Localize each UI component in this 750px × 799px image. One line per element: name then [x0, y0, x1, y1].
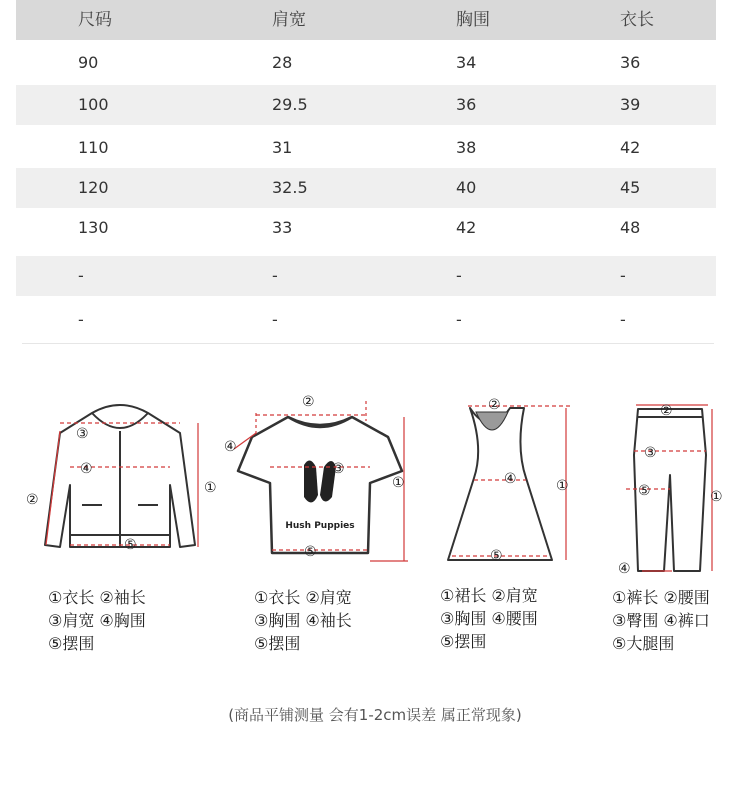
marker-2: ② — [26, 492, 39, 508]
marker-4: ④ — [504, 471, 517, 487]
marker-3: ③ — [76, 426, 89, 442]
pants-legend — [612, 586, 710, 655]
marker-4: ④ — [618, 561, 631, 577]
table-cell: 29.5 — [272, 95, 308, 114]
header-length: 衣长 — [620, 10, 654, 30]
dress-legend — [440, 584, 538, 653]
table-cell: 40 — [456, 178, 477, 197]
table-row — [16, 43, 716, 83]
legend-line: ③胸围 ④袖长 — [254, 611, 352, 630]
header-size: 尺码 — [78, 10, 112, 30]
legend-line: ③臀围 ④裤口 — [612, 611, 710, 630]
marker-5: ⑤ — [304, 544, 317, 560]
table-cell: 36 — [456, 95, 477, 114]
table-cell: - — [456, 266, 462, 285]
measurement-note: (商品平铺测量 会有1-2cm误差 属正常现象) — [228, 706, 522, 724]
table-row — [16, 85, 716, 125]
table-row — [16, 300, 716, 340]
marker-5: ⑤ — [124, 537, 137, 553]
table-cell: - — [620, 266, 626, 285]
table-cell: 36 — [620, 53, 641, 72]
table-cell: - — [456, 310, 462, 329]
legend-line: ①衣长 ②肩宽 — [254, 588, 352, 607]
pants-icon — [612, 395, 732, 577]
table-cell: 31 — [272, 138, 293, 157]
table-bottom-divider — [22, 343, 714, 344]
brand-logo-text: Hush Puppies — [285, 521, 355, 531]
table-cell: 42 — [620, 138, 641, 157]
legend-line: ⑤摆围 — [48, 634, 95, 653]
legend-line: ①衣长 ②袖长 — [48, 588, 146, 607]
marker-3: ③ — [332, 461, 345, 477]
table-header — [16, 0, 716, 40]
marker-4: ④ — [224, 439, 237, 455]
table-cell: 120 — [78, 178, 109, 197]
jacket-icon — [20, 395, 220, 570]
table-cell: 90 — [78, 53, 99, 72]
legend-line: ⑤大腿围 — [612, 634, 675, 653]
legend-line: ①裙长 ②肩宽 — [440, 586, 538, 605]
table-cell: 39 — [620, 95, 641, 114]
marker-2: ② — [660, 403, 673, 419]
tshirt-icon — [220, 385, 415, 570]
table-cell: 42 — [456, 218, 477, 237]
size-table — [16, 0, 716, 329]
jacket-legend — [48, 586, 146, 655]
marker-3: ③ — [644, 445, 657, 461]
table-cell: 34 — [456, 53, 477, 72]
legend-line: ⑤摆围 — [254, 634, 301, 653]
table-cell: - — [78, 266, 84, 285]
table-cell: - — [620, 310, 626, 329]
header-shoulder: 肩宽 — [272, 10, 306, 30]
table-row — [16, 128, 716, 168]
header-chest: 胸围 — [456, 10, 490, 30]
table-cell: 33 — [272, 218, 293, 237]
table-cell: - — [272, 310, 278, 329]
dress-icon — [430, 388, 590, 568]
table-cell: 130 — [78, 218, 109, 237]
table-row — [16, 256, 716, 296]
marker-1: ① — [392, 475, 405, 491]
table-cell: - — [78, 310, 84, 329]
table-cell: - — [272, 266, 278, 285]
marker-1: ① — [710, 489, 723, 505]
marker-1: ① — [556, 478, 569, 494]
table-cell: 110 — [78, 138, 109, 157]
marker-4: ④ — [80, 461, 93, 477]
table-row — [16, 168, 716, 208]
legend-line: ⑤摆围 — [440, 632, 487, 651]
table-row — [16, 208, 716, 248]
table-cell: 100 — [78, 95, 109, 114]
table-cell: 48 — [620, 218, 641, 237]
table-cell: 32.5 — [272, 178, 308, 197]
table-cell: 45 — [620, 178, 641, 197]
marker-1: ① — [204, 480, 217, 496]
legend-line: ③肩宽 ④胸围 — [48, 611, 146, 630]
marker-2: ② — [302, 394, 315, 410]
marker-2: ② — [488, 397, 501, 413]
table-cell: 28 — [272, 53, 293, 72]
legend-line: ①裤长 ②腰围 — [612, 588, 710, 607]
legend-line: ③胸围 ④腰围 — [440, 609, 538, 628]
marker-5: ⑤ — [490, 548, 503, 564]
marker-5: ⑤ — [638, 483, 651, 499]
table-cell: 38 — [456, 138, 477, 157]
tshirt-legend — [254, 586, 352, 655]
